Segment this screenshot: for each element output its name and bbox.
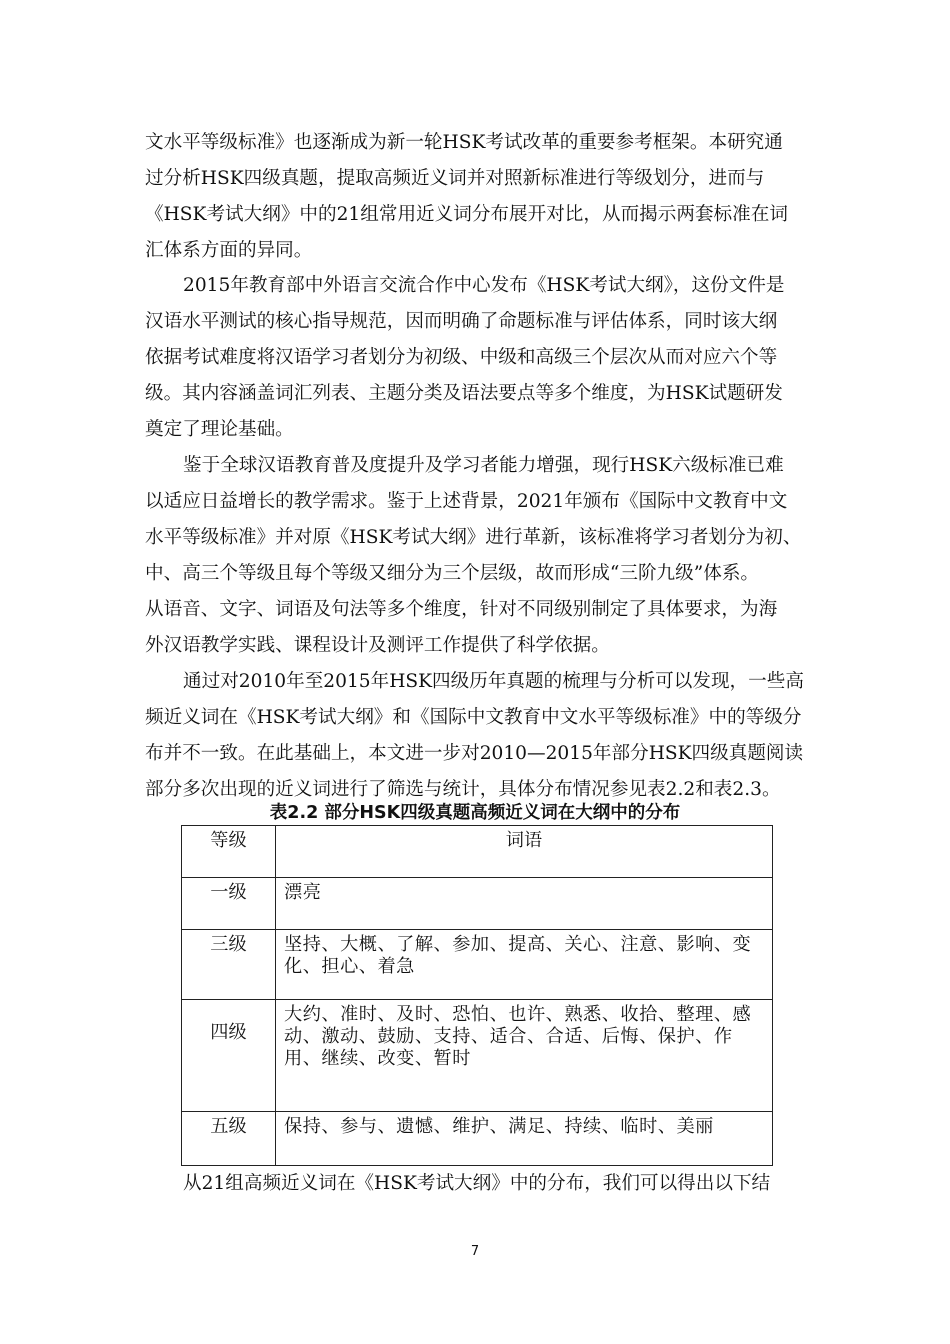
- body-line: 级。其内容涵盖词汇列表、主题分类及语法要点等多个维度，为HSK试题研发: [145, 383, 783, 404]
- column-header-words: 词语: [276, 826, 773, 878]
- paragraph-first-line: 通过对2010年至2015年HSK四级历年真题的梳理与分析可以发现，一些高: [183, 671, 804, 692]
- words-cell: 坚持、大概、了解、参加、提高、关心、注意、影响、变化、担心、着急: [276, 930, 773, 1000]
- table-row: [182, 1000, 773, 1112]
- body-line: 布并不一致。在此基础上，本文进一步对2010—2015年部分HSK四级真题阅读: [145, 743, 804, 764]
- column-header-level: 等级: [182, 826, 276, 878]
- body-line: 汉语水平测试的核心指导规范，因而明确了命题标准与评估体系，同时该大纲: [145, 311, 778, 332]
- table-row: [182, 878, 773, 930]
- body-line: 频近义词在《HSK考试大纲》和《国际中文教育中文水平等级标准》中的等级分: [145, 707, 802, 728]
- words-cell: 漂亮: [276, 878, 773, 930]
- body-line: 从语音、文字、词语及句法等多个维度，针对不同级别制定了具体要求，为海: [145, 599, 778, 620]
- body-line: 《HSK考试大纲》中的21组常用近义词分布展开对比，从而揭示两套标准在词: [145, 204, 788, 225]
- body-line: 文水平等级标准》也逐渐成为新一轮HSK考试改革的重要参考框架。本研究通: [145, 132, 783, 153]
- paragraph-first-line: 2015年教育部中外语言交流合作中心发布《HSK考试大纲》，这份文件是: [183, 275, 785, 296]
- body-line: 过分析HSK四级真题，提取高频近义词并对照新标准进行等级划分，进而与: [145, 168, 765, 189]
- table-caption: 表2.2 部分HSK四级真题高频近义词在大纲中的分布: [269, 803, 681, 823]
- body-line: 水平等级标准》并对原《HSK考试大纲》进行革新，该标准将学习者划分为初、: [145, 527, 802, 548]
- body-line-after-table: 从21组高频近义词在《HSK考试大纲》中的分布，我们可以得出以下结: [183, 1173, 771, 1194]
- body-line: 中、高三个等级且每个等级又细分为三个层级，故而形成“三阶九级”体系。: [145, 563, 760, 584]
- page-number: 7: [470, 1244, 480, 1259]
- level-cell: 四级: [182, 1000, 276, 1112]
- words-cell: 保持、参与、遗憾、维护、满足、持续、临时、美丽: [276, 1112, 773, 1166]
- level-cell: 一级: [182, 878, 276, 930]
- body-line: 部分多次出现的近义词进行了筛选与统计，具体分布情况参见表2.2和表2.3。: [145, 779, 781, 800]
- level-cell: 五级: [182, 1112, 276, 1166]
- body-line: 外汉语教学实践、课程设计及测评工作提供了科学依据。: [145, 635, 610, 656]
- table-row: [182, 1112, 773, 1166]
- body-line: 奠定了理论基础。: [145, 419, 294, 440]
- level-cell: 三级: [182, 930, 276, 1000]
- paragraph-first-line: 鉴于全球汉语教育普及度提升及学习者能力增强，现行HSK六级标准已难: [183, 455, 784, 476]
- words-cell: 大约、准时、及时、恐怕、也许、熟悉、收拾、整理、感动、激动、鼓励、支持、适合、合适、后悔、保护、作用、继续、改变、暂时: [276, 1000, 773, 1112]
- body-line: 依据考试难度将汉语学习者划分为初级、中级和高级三个层次从而对应六个等: [145, 347, 778, 368]
- table-row: [182, 930, 773, 1000]
- table-header-row: [182, 826, 773, 878]
- body-line: 汇体系方面的异同。: [145, 240, 313, 261]
- vocabulary-distribution-table: [181, 825, 773, 1166]
- body-line: 以适应日益增长的教学需求。鉴于上述背景，2021年颁布《国际中文教育中文: [145, 491, 788, 512]
